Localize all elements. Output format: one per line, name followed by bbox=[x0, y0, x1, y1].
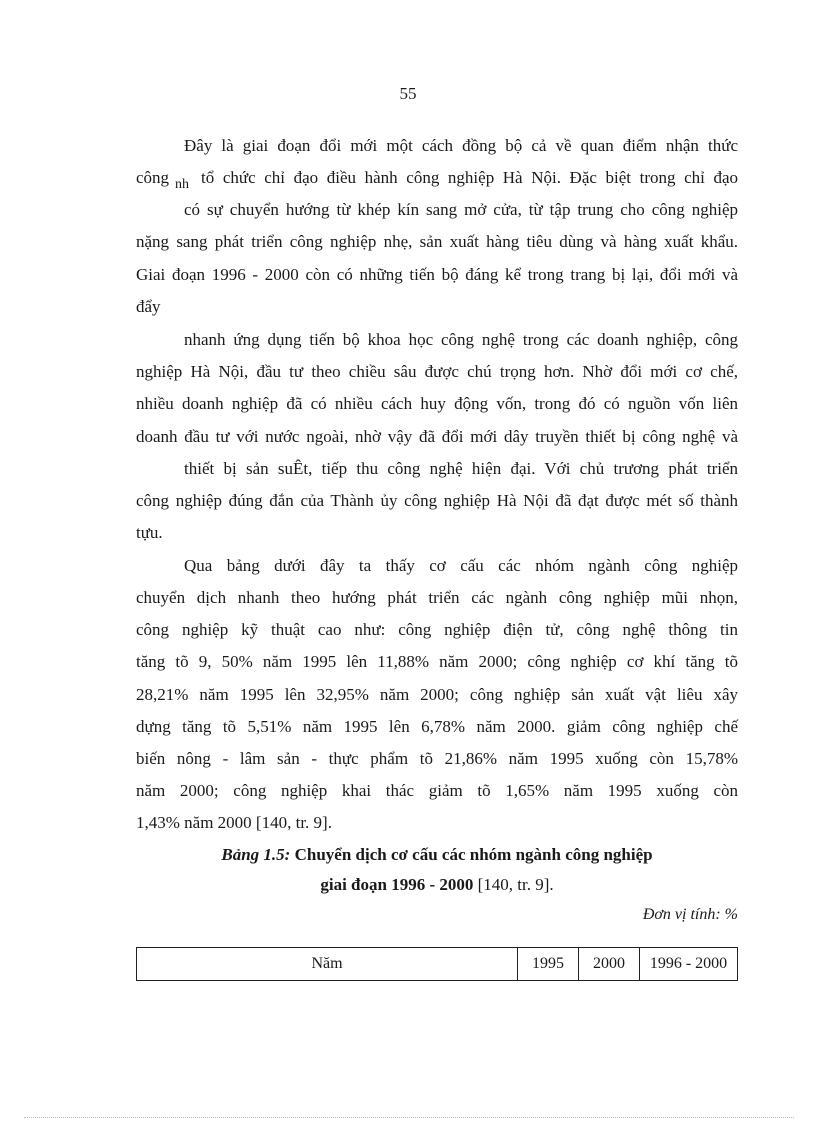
table-reference: [140, tr. 9]. bbox=[477, 875, 554, 894]
data-table bbox=[136, 947, 738, 981]
text-line: Đây là giai đoạn đổi mới một cách đồng bộ cả về quan điểm nhận thức bbox=[184, 136, 738, 155]
text-line: công nghiệp kỹ thuật cao như: công nghiệp điện tử, công nghệ thông tin bbox=[136, 620, 738, 639]
table-header-2000: 2000 bbox=[579, 948, 640, 981]
table-header-year: Năm bbox=[137, 948, 518, 981]
text-subscript: nh bbox=[175, 177, 190, 192]
table-caption-line2 bbox=[136, 875, 738, 895]
text-line: Qua bảng dưới đây ta thấy cơ cấu các nhóm ngành công nghiệp bbox=[184, 556, 738, 575]
table-period: giai đoạn 1996 - 2000 bbox=[320, 875, 474, 894]
text-line: đẩy bbox=[136, 297, 161, 316]
text-line: dựng tăng tõ 5,51% năm 1995 lên 6,78% năm 2000. giảm công nghiệp chế bbox=[136, 717, 738, 736]
text-fragment: tổ chức chỉ đạo điều hành công nghiệp Hà Nội. Đặc biệt trong chỉ đạo bbox=[201, 168, 738, 187]
text-line: 1,43% năm 2000 [140, tr. 9]. bbox=[136, 813, 332, 832]
footer-divider bbox=[24, 1117, 794, 1118]
table-header-1995: 1995 bbox=[518, 948, 579, 981]
text-line: nhiều doanh nghiệp đã có nhiều cách huy động vốn, trong đó có nguồn vốn liên bbox=[136, 394, 738, 413]
text-fragment: công bbox=[136, 168, 170, 187]
text-line: chuyển dịch nhanh theo hướng phát triển các ngành công nghiệp mũi nhọn, bbox=[136, 588, 738, 607]
text-line: tựu. bbox=[136, 523, 163, 542]
text-line: thiết bị sản suÊt, tiếp thu công nghệ hiện đại. Với chủ trương phát triển bbox=[184, 459, 738, 478]
table-title: Chuyển dịch cơ cấu các nhóm ngành công nghiệp bbox=[294, 845, 653, 864]
table-header-period: 1996 - 2000 bbox=[640, 948, 738, 981]
text-line: Giai đoạn 1996 - 2000 còn có những tiến bộ đáng kể trong trang bị lại, đổi mới và bbox=[136, 265, 738, 284]
unit-label: Đơn vị tính: % bbox=[642, 906, 738, 923]
text-line: nghiệp Hà Nội, đầu tư theo chiều sâu được chú trọng hơn. Nhờ đổi mới cơ chế, bbox=[136, 362, 738, 381]
text-line: biến nông - lâm sản - thực phẩm tõ 21,86% năm 1995 xuống còn 15,78% bbox=[136, 749, 738, 768]
page-number: 55 bbox=[399, 84, 417, 103]
text-line bbox=[136, 167, 738, 191]
text-line: 28,21% năm 1995 lên 32,95% năm 2000; công nghiệp sản xuất vật liêu xây bbox=[136, 685, 738, 704]
text-line: tăng tõ 9, 50% năm 1995 lên 11,88% năm 2000; công nghiệp cơ khí tăng tõ bbox=[136, 652, 738, 671]
text-line: công nghiệp đúng đắn của Thành ủy công nghiệp Hà Nội đã đạt được mét số thành bbox=[136, 491, 738, 510]
text-line: năm 2000; công nghiệp khai thác giảm tõ 1,65% năm 1995 xuống còn bbox=[136, 781, 738, 800]
text-line: nặng sang phát triển công nghiệp nhẹ, sản xuất hàng tiêu dùng và hàng xuất khẩu. bbox=[136, 232, 738, 251]
text-line: doanh đầu tư với nước ngoài, nhờ vậy đã đổi mới dây truyền thiết bị công nghệ và bbox=[136, 427, 738, 446]
table-caption bbox=[136, 845, 738, 865]
text-line: có sự chuyển hướng từ khép kín sang mở cửa, từ tập trung cho công nghiệp bbox=[184, 200, 738, 219]
table-label: Bảng 1.5: bbox=[221, 845, 291, 864]
text-line: nhanh ứng dụng tiến bộ khoa học công nghệ trong các doanh nghiệp, công bbox=[184, 330, 738, 349]
table-header-row bbox=[137, 948, 738, 981]
